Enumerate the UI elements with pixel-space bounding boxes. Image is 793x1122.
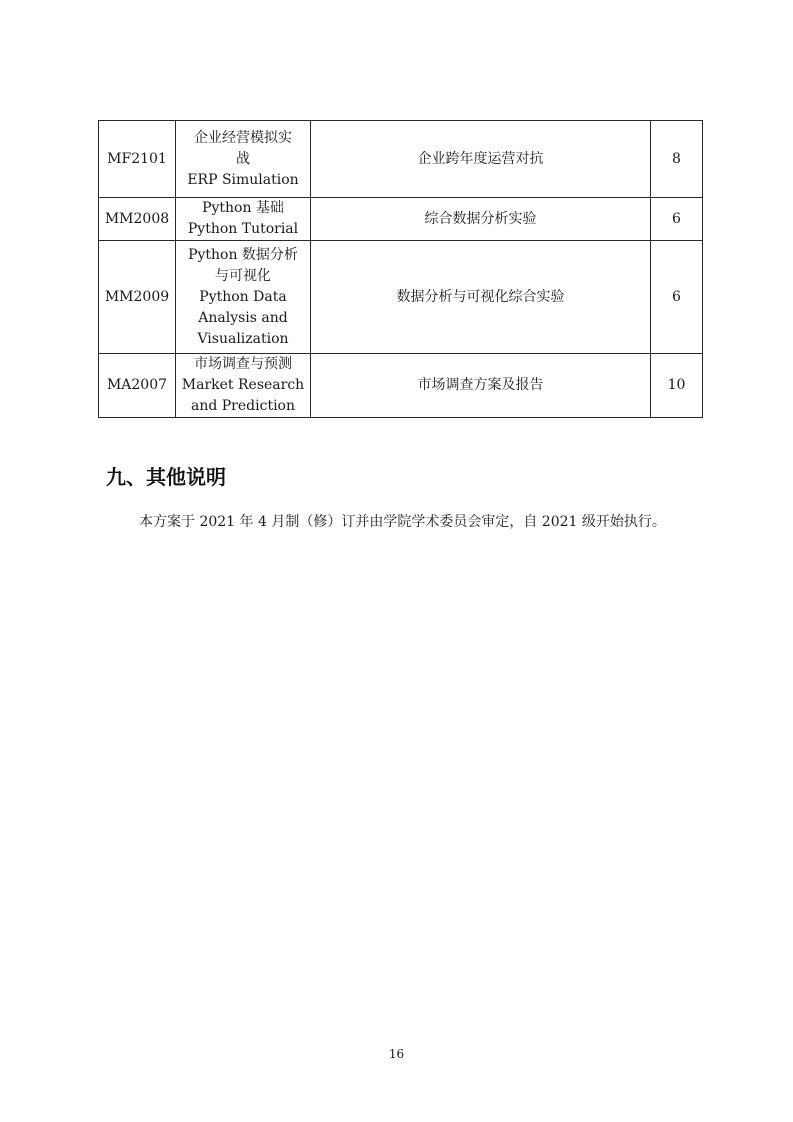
course-code-cell: MM2009 <box>99 241 176 354</box>
course-name-line: 与可视化 <box>215 267 271 284</box>
course-code-cell: MM2008 <box>99 198 176 241</box>
hours-cell: 8 <box>651 121 703 198</box>
course-name-cell <box>176 241 311 354</box>
course-code-cell: MA2007 <box>99 354 176 418</box>
course-name-line: 企业经营模拟实 <box>194 129 292 146</box>
section-heading: 九、其他说明 <box>106 465 226 489</box>
course-name-cell <box>176 121 311 198</box>
hours-cell: 10 <box>651 354 703 418</box>
course-name-line: Python 基础 <box>202 200 284 216</box>
course-name-line: Visualization <box>197 330 289 347</box>
table-row <box>99 198 703 241</box>
experiment-content-cell: 综合数据分析实验 <box>311 198 651 241</box>
course-name-line: Python 数据分析 <box>188 246 298 263</box>
table-row <box>99 121 703 198</box>
hours-cell: 6 <box>651 241 703 354</box>
course-name-line: Market Research <box>181 377 305 393</box>
experiment-content-cell: 企业跨年度运营对抗 <box>311 121 651 198</box>
table-row <box>99 241 703 354</box>
course-name-line: 市场调查与预测 <box>194 356 292 372</box>
experiment-content-cell: 市场调查方案及报告 <box>311 354 651 418</box>
course-name-line: Python Tutorial <box>187 221 299 237</box>
table-row <box>99 354 703 418</box>
page-number: 16 <box>388 1047 405 1061</box>
course-name-line: 战 <box>236 150 250 167</box>
course-name-cell <box>176 354 311 418</box>
course-code-cell: MF2101 <box>99 121 176 198</box>
course-name-line: and Prediction <box>190 398 295 414</box>
course-name-cell <box>176 198 311 241</box>
course-name-line: Python Data <box>199 288 287 305</box>
section-paragraph: 本方案于 2021 年 4 月制（修）订并由学院学术委员会审定，自 2021 级开始执行。 <box>139 514 666 530</box>
hours-cell: 6 <box>651 198 703 241</box>
course-name-line: ERP Simulation <box>187 171 299 188</box>
course-table <box>98 120 703 418</box>
course-name-line: Analysis and <box>198 309 288 326</box>
experiment-content-cell: 数据分析与可视化综合实验 <box>311 241 651 354</box>
